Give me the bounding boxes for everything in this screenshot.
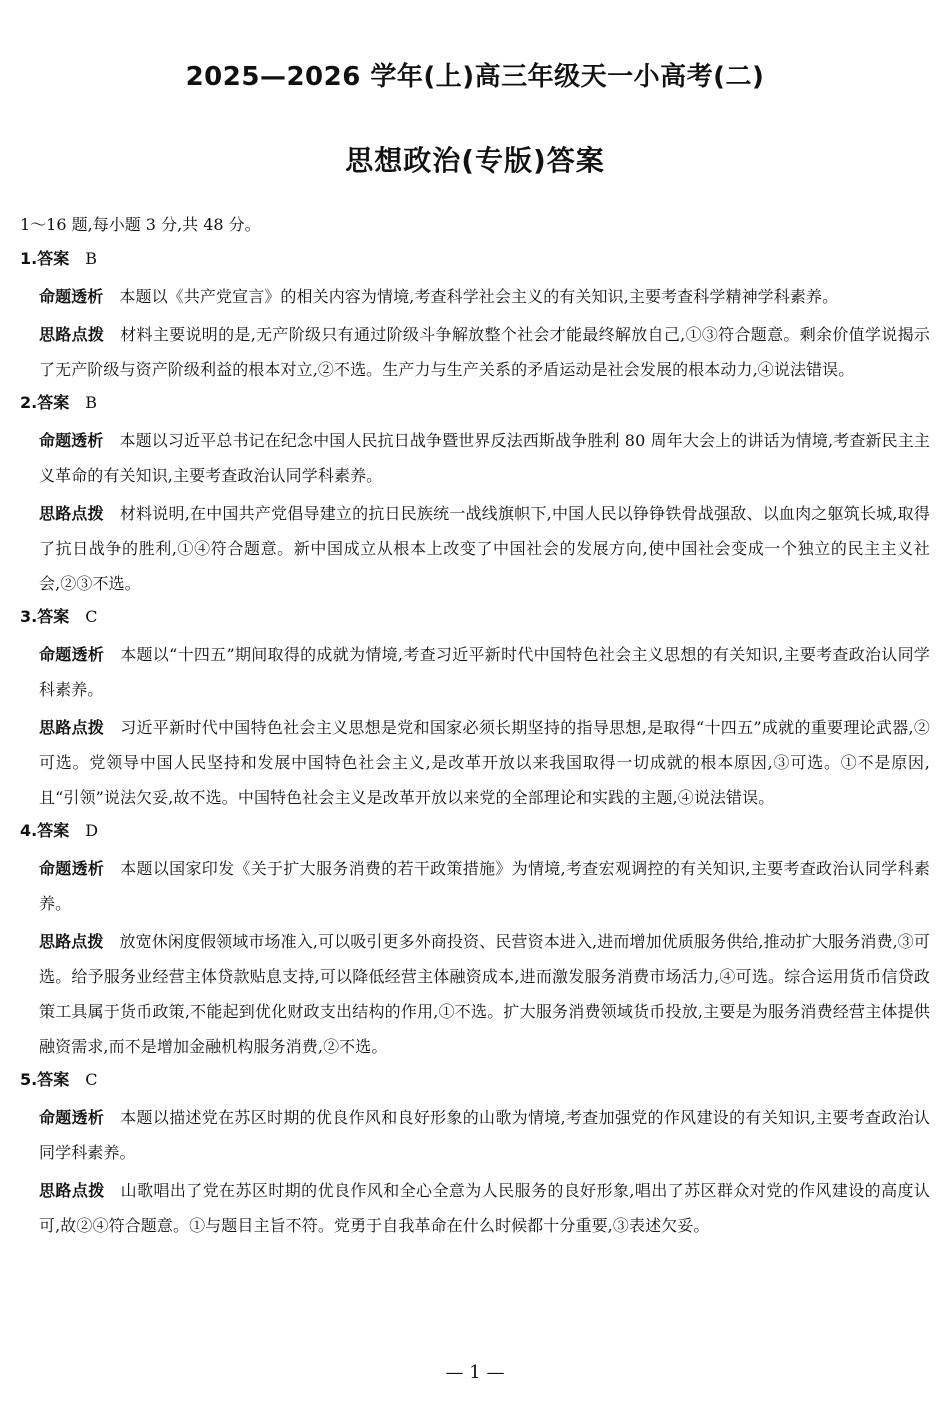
hint-paragraph xyxy=(20,924,930,1064)
answer-value: B xyxy=(85,249,97,268)
hint-text: 材料说明,在中国共产党倡导建立的抗日民族统一战线旗帜下,中国人民以铮铮铁骨战强敌、以血肉之躯筑长城,取得了抗日战争的胜利,①④符合题意。新中国成立从根本上改变了中国社会的发展方向,使中国社会变成一个独立的民主主义社会,②③不选。 xyxy=(39,504,930,593)
hint-label: 思路点拨 xyxy=(39,932,104,951)
answer-line xyxy=(20,246,930,272)
analysis-text: 本题以《共产党宣言》的相关内容为情境,考查科学社会主义的有关知识,主要考查科学精神学科素养。 xyxy=(119,287,839,306)
analysis-label: 命题透析 xyxy=(39,431,104,450)
answer-value: B xyxy=(85,393,97,412)
question-block-1 xyxy=(20,246,930,387)
question-number: 2. xyxy=(20,393,38,412)
hint-text: 习近平新时代中国特色社会主义思想是党和国家必须长期坚持的指导思想,是取得“十四五”成就的重要理论武器,②可选。党领导中国人民坚持和发展中国特色社会主义,是改革开放以来我国取得一切成就的根本原因,③可选。①不是原因,且“引领”说法欠妥,故不选。中国特色社会主义是改革开放以来党的全部理论和实践的主题,④说法错误。 xyxy=(39,718,931,807)
question-number: 5. xyxy=(20,1070,38,1089)
document-title: 2025—2026 学年(上)高三年级天一小高考(二) xyxy=(185,62,765,92)
hint-text: 山歌唱出了党在苏区时期的优良作风和全心全意为人民服务的良好形象,唱出了苏区群众对党的作风建设的高度认可,故②④符合题意。①与题目主旨不符。党勇于自我革命在什么时候都十分重要,③表述欠妥。 xyxy=(39,1181,930,1235)
answer-line xyxy=(20,1067,930,1093)
question-number: 1. xyxy=(20,249,38,268)
hint-paragraph xyxy=(20,710,930,815)
hint-paragraph xyxy=(20,1173,930,1243)
analysis-paragraph xyxy=(20,423,930,493)
question-block-3 xyxy=(20,604,930,815)
analysis-label: 命题透析 xyxy=(39,1108,105,1127)
section-intro: 1～16 题,每小题 3 分,共 48 分。 xyxy=(20,215,261,234)
question-block-2 xyxy=(20,390,930,601)
analysis-paragraph xyxy=(20,637,930,707)
question-block-5 xyxy=(20,1067,930,1243)
hint-paragraph xyxy=(20,317,930,387)
analysis-text: 本题以“十四五”期间取得的成就为情境,考查习近平新时代中国特色社会主义思想的有关知识,主要考查政治认同学科素养。 xyxy=(39,645,931,699)
answer-label: 答案 xyxy=(37,821,70,840)
answer-line xyxy=(20,818,930,844)
analysis-label: 命题透析 xyxy=(39,859,105,878)
hint-label: 思路点拨 xyxy=(39,1181,105,1200)
hint-label: 思路点拨 xyxy=(39,718,105,737)
analysis-label: 命题透析 xyxy=(39,645,105,664)
analysis-paragraph xyxy=(20,1100,930,1170)
hint-text: 材料主要说明的是,无产阶级只有通过阶级斗争解放整个社会才能最终解放自己,①③符合题意。剩余价值学说揭示了无产阶级与资产阶级利益的根本对立,②不选。生产力与生产关系的矛盾运动是社会发展的根本动力,④说法错误。 xyxy=(39,325,930,379)
answer-label: 答案 xyxy=(37,1070,70,1089)
hint-text: 放宽休闲度假领域市场准入,可以吸引更多外商投资、民营资本进入,进而增加优质服务供给,推动扩大服务消费,③可选。给予服务业经营主体贷款贴息支持,可以降低经营主体融资成本,进而激发服务消费市场活力,④可选。综合运用货币信贷政策工具属于货币政策,不能起到优化财政支出结构的作用,①不选。扩大服务消费领域货币投放,主要是为服务消费经营主体提供融资需求,而不是增加金融机构服务消费,②不选。 xyxy=(39,932,930,1056)
answer-value: C xyxy=(85,1070,98,1089)
question-number: 3. xyxy=(20,607,38,626)
analysis-label: 命题透析 xyxy=(39,287,104,306)
answer-label: 答案 xyxy=(37,393,70,412)
analysis-text: 本题以国家印发《关于扩大服务消费的若干政策措施》为情境,考查宏观调控的有关知识,主要考查政治认同学科素养。 xyxy=(39,859,930,913)
answer-line xyxy=(20,604,930,630)
hint-paragraph xyxy=(20,496,930,601)
answer-content xyxy=(20,212,930,1246)
question-block-4 xyxy=(20,818,930,1064)
answer-label: 答案 xyxy=(37,607,70,626)
answer-value: C xyxy=(85,607,98,626)
document-subtitle: 思想政治(专版)答案 xyxy=(345,144,605,177)
answer-line xyxy=(20,390,930,416)
analysis-paragraph xyxy=(20,851,930,921)
question-number: 4. xyxy=(20,821,38,840)
analysis-paragraph xyxy=(20,279,930,314)
analysis-text: 本题以描述党在苏区时期的优良作风和良好形象的山歌为情境,考查加强党的作风建设的有关知识,主要考查政治认同学科素养。 xyxy=(39,1108,930,1162)
analysis-text: 本题以习近平总书记在纪念中国人民抗日战争暨世界反法西斯战争胜利 80 周年大会上的讲话为情境,考查新民主主义革命的有关知识,主要考查政治认同学科素养。 xyxy=(39,431,930,485)
hint-label: 思路点拨 xyxy=(39,325,105,344)
answer-label: 答案 xyxy=(37,249,70,268)
answer-value: D xyxy=(85,821,99,840)
page-number: — 1 — xyxy=(445,1362,505,1383)
hint-label: 思路点拨 xyxy=(39,504,104,523)
